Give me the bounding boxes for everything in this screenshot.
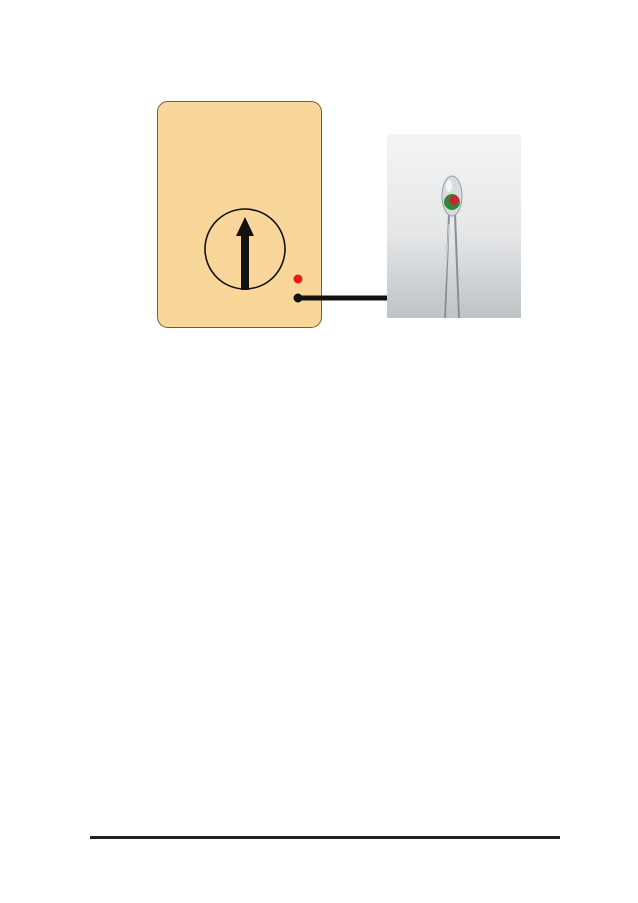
meter-drawing bbox=[0, 0, 638, 340]
footer-rule bbox=[90, 836, 560, 839]
meter-needle bbox=[237, 116, 289, 195]
dial-pointer bbox=[236, 217, 254, 290]
thermistor-photo bbox=[387, 134, 521, 318]
thermistor-illustration bbox=[387, 134, 521, 318]
